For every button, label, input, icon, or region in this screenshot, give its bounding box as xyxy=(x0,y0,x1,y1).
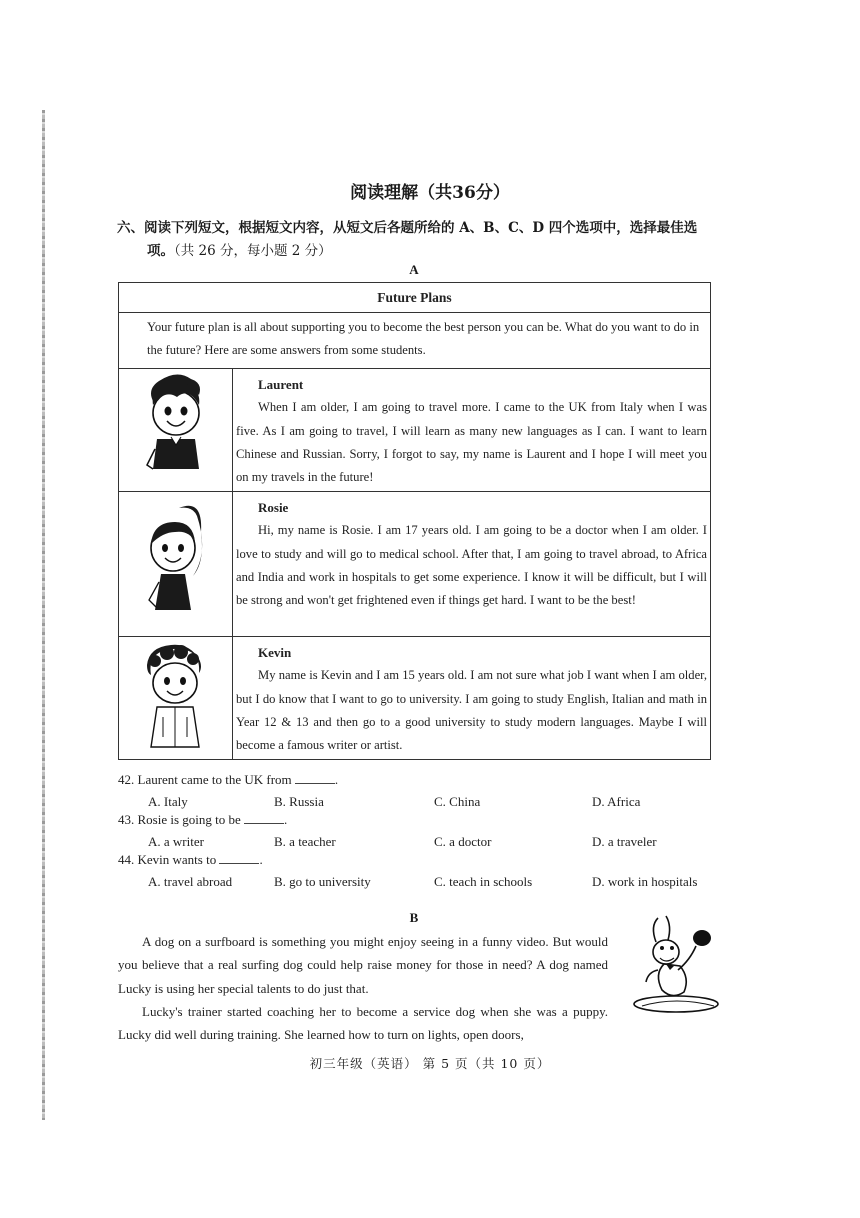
page-footer: 初三年级（英语） 第 5 页（共 10 页） xyxy=(309,1056,551,1071)
section-title: 阅读理解（共36分） xyxy=(350,183,510,203)
student-name-kevin: Kevin xyxy=(258,645,292,660)
answer-blank xyxy=(295,773,335,784)
passage-b-paragraph-2: Lucky's trainer started coaching her to become a service dog when she was a puppy. Lucky did well during training. She learned how to turn on lights, open doors, xyxy=(118,1003,608,1043)
option-b: B. a teacher xyxy=(274,834,336,849)
option-c: C. teach in schools xyxy=(434,874,533,889)
table-intro xyxy=(119,313,711,369)
instructions-line2: 项。 xyxy=(147,243,174,259)
rosie-cartoon-icon xyxy=(119,492,232,632)
surfing-dog-cartoon-icon xyxy=(628,912,724,1018)
answer-blank xyxy=(244,813,284,824)
table-intro-text: Your future plan is all about supporting you to become the best person you can be. What do you want to do in the future? Here are some answers from some students. xyxy=(147,320,700,357)
answer-blank xyxy=(219,853,259,864)
laurent-cartoon-icon xyxy=(119,369,232,487)
rosie-picture-cell xyxy=(119,492,233,637)
option-c: C. a doctor xyxy=(434,834,492,849)
option-c: C. China xyxy=(434,794,481,809)
question-stem: 44. Kevin wants to . xyxy=(118,852,263,867)
passage-b-letter: B xyxy=(409,910,419,925)
student-text-rosie: Hi, my name is Rosie. I am 17 years old. I am going to be a doctor when I am older. I love to study and will go to medical school. After that, I am going to travel abroad, to Africa and India and work in hospitals to get some experience. I know it will be difficult, but I will be strong and won't get frightened even if things get hard. I want to be the best! xyxy=(236,523,707,608)
rosie-text-cell xyxy=(233,492,711,637)
instructions-line1: 六、阅读下列短文，根据短文内容，从短文后各题所给的 A、B、C、D 四个选项中，选择最佳选 xyxy=(117,220,698,236)
option-d: D. a traveler xyxy=(592,834,657,849)
option-a: A. a writer xyxy=(148,834,204,849)
kevin-picture-cell xyxy=(119,637,233,760)
kevin-text-cell xyxy=(233,637,711,760)
student-name-rosie: Rosie xyxy=(258,500,289,515)
student-text-kevin: My name is Kevin and I am 15 years old. I am not sure what job I want when I am older, but I do know that I want to go to university. I am going to study English, Italian and math in Year 12 & 13 and then go to a good university to study modern languages. Maybe I will become a famous writer or artist. xyxy=(236,668,707,753)
question-stem: 43. Rosie is going to be . xyxy=(118,812,288,827)
future-plans-table xyxy=(118,282,711,760)
option-a: A. travel abroad xyxy=(148,874,233,889)
option-d: D. Africa xyxy=(592,794,641,809)
laurent-picture-cell xyxy=(119,369,233,492)
passage-b-paragraph-1: A dog on a surfboard is something you might enjoy seeing in a funny video. But would you believe that a real surfing dog could help raise money for those in need? A dog named Lucky is using her special talents to do just that. xyxy=(118,934,608,996)
kevin-cartoon-icon xyxy=(119,637,232,755)
student-text-laurent: When I am older, I am going to travel more. I came to the UK from Italy when I was five. As I am going to travel, I will learn as many new languages as I can. I want to learn Chinese and Russian. Sorry, I forgot to say, my name is Laurent and I hope I will meet you on my travels in the future! xyxy=(236,400,707,485)
question-stem: 42. Laurent came to the UK from . xyxy=(118,772,339,787)
option-b: B. go to university xyxy=(274,874,371,889)
laurent-text-cell xyxy=(233,369,711,492)
table-title: Future Plans xyxy=(119,283,711,313)
student-name-laurent: Laurent xyxy=(258,377,304,392)
passage-b xyxy=(118,930,608,1046)
passage-a-letter: A xyxy=(409,262,419,277)
option-a: A. Italy xyxy=(148,794,188,809)
instructions-note: （共 26 分，每小题 2 分） xyxy=(174,243,332,259)
instructions xyxy=(117,217,717,263)
option-b: B. Russia xyxy=(274,794,324,809)
option-d: D. work in hospitals xyxy=(592,874,698,889)
